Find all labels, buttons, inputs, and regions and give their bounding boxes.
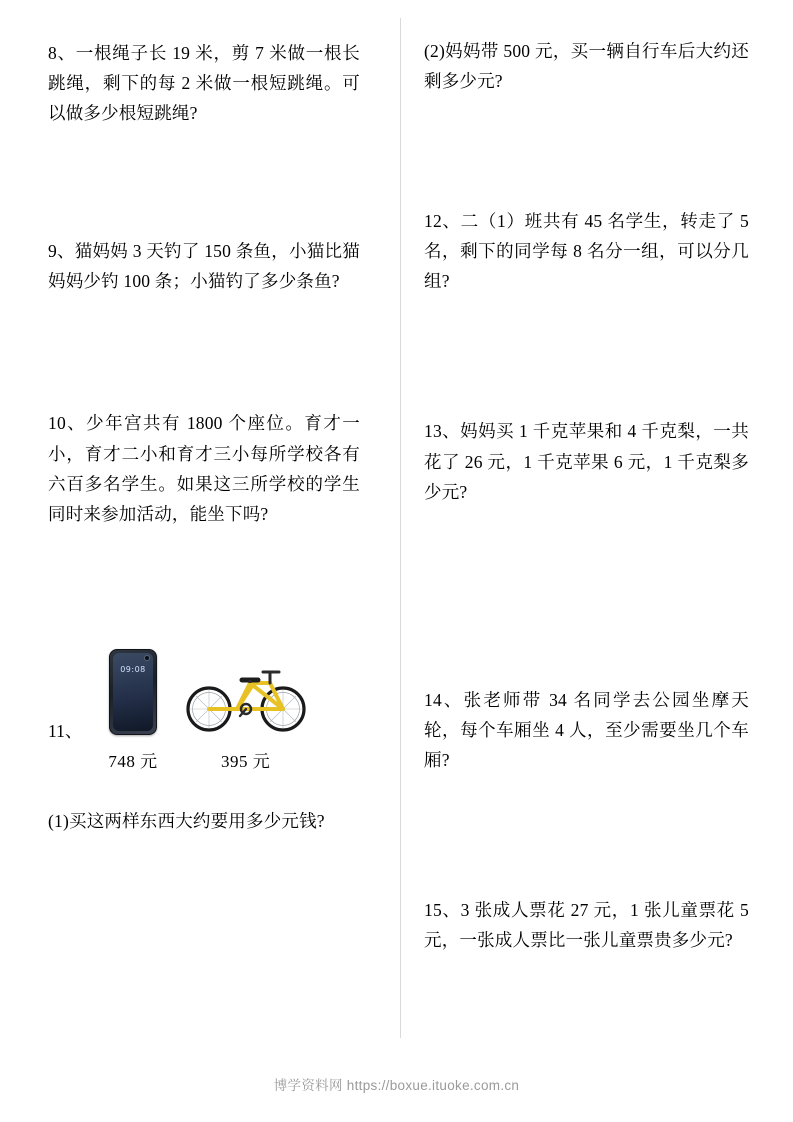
question-15: 15、3 张成人票花 27 元，1 张儿童票花 5 元，一张成人票比一张儿童票贵多少元? bbox=[424, 900, 749, 951]
bicycle-icon bbox=[184, 659, 308, 735]
question-9: 9、猫妈妈 3 天钓了 150 条鱼，小猫比猫妈妈少钓 100 条；小猫钓了多少条鱼? bbox=[48, 241, 360, 292]
phone-price: 748 元 bbox=[108, 751, 158, 771]
question-11-sub-1: (1)买这两样东西大约要用多少元钱? bbox=[48, 810, 325, 831]
left-column bbox=[0, 0, 400, 1050]
question-11-label: 11、 bbox=[48, 720, 83, 741]
phone-clock-label: 09:08 bbox=[120, 664, 146, 674]
question-11-sub-2: (2)妈妈带 500 元，买一辆自行车后大约还剩多少元? bbox=[424, 41, 749, 92]
question-8: 8、一根绳子长 19 米，剪 7 米做一根长跳绳，剩下的每 2 米做一根短跳绳。可以做多少根短跳绳? bbox=[48, 43, 360, 124]
phone-screen bbox=[113, 653, 153, 731]
question-12: 12、二（1）班共有 45 名学生，转走了 5 名，剩下的同学每 8 名分一组，可以分几组? bbox=[424, 211, 749, 292]
footer-text: 博学资料网 https://boxue.ituoke.com.cn bbox=[273, 1078, 520, 1093]
bicycle-item bbox=[184, 659, 308, 772]
phone-camera-icon bbox=[144, 655, 150, 661]
question-10: 10、少年宫共有 1800 个座位。育才一小，育才二小和育才三小每所学校各有六百多名学生。如果这三所学校的学生同时来参加活动，能坐下吗? bbox=[48, 413, 360, 524]
right-column bbox=[400, 0, 793, 1050]
question-13: 13、妈妈买 1 千克苹果和 4 千克梨，一共花了 26 元，1 千克苹果 6 元，1 千克梨多少元? bbox=[424, 421, 749, 502]
phone-icon bbox=[109, 649, 157, 735]
bicycle-price: 395 元 bbox=[220, 751, 271, 771]
question-14: 14、张老师带 34 名同学去公园坐摩天轮，每个车厢坐 4 人，至少需要坐几个车厢? bbox=[424, 689, 749, 770]
footer-watermark bbox=[0, 1074, 793, 1094]
question-11-figure bbox=[48, 649, 360, 772]
phone-item bbox=[108, 649, 157, 772]
